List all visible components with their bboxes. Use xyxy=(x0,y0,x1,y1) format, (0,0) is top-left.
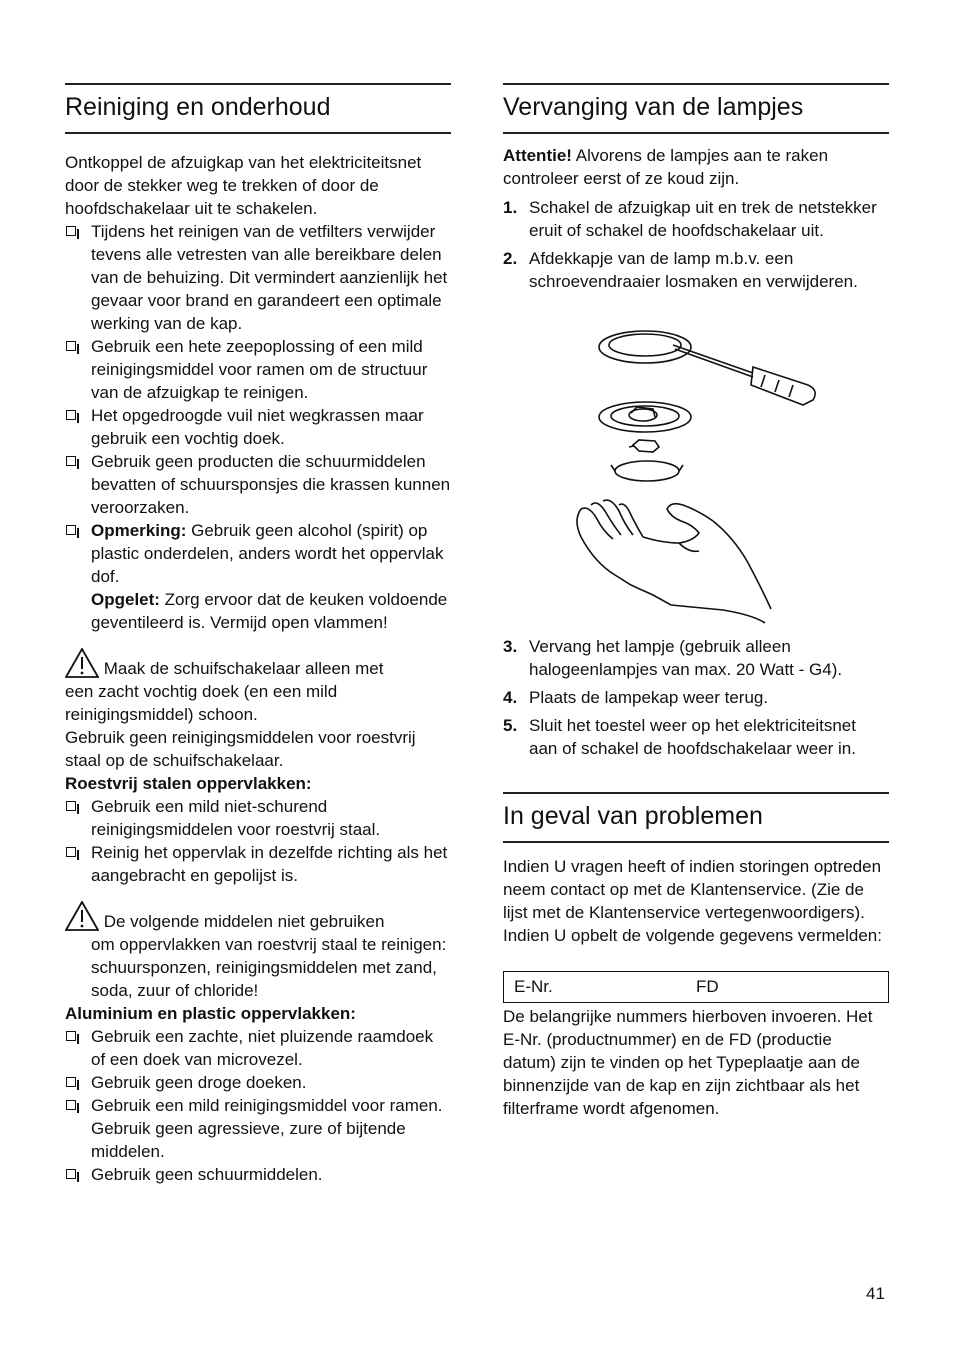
stainless-bullets xyxy=(65,795,451,887)
lamp-steps-1 xyxy=(503,196,889,293)
checkbox-bullet-icon xyxy=(66,410,76,420)
list-item: 5. Sluit het toestel weer op het elektriciteitsnet aan of schakel de hoofdschakelaar weer in. xyxy=(503,716,856,758)
aluminium-heading: Aluminium en plastic oppervlakken: xyxy=(65,1004,356,1023)
section-title-cleaning: Reiniging en onderhoud xyxy=(65,83,451,134)
cleaning-body xyxy=(65,151,451,1186)
caution-label: Opgelet: xyxy=(91,590,160,609)
problems-body xyxy=(503,855,889,1120)
lamps-body xyxy=(503,144,889,760)
checkbox-bullet-icon xyxy=(66,226,76,236)
warning-triangle-icon xyxy=(65,901,99,931)
cleaning-bullets xyxy=(65,220,451,634)
checkbox-bullet-icon xyxy=(66,801,76,811)
aluminium-bullets xyxy=(65,1025,451,1186)
list-item: Gebruik geen droge doeken. xyxy=(65,1071,451,1094)
checkbox-bullet-icon xyxy=(66,1100,76,1110)
list-item: Gebruik een mild reinigingsmiddel voor ramen. Gebruik geen agressieve, zure of bijtende middelen. xyxy=(65,1094,451,1163)
enr-fd-box xyxy=(503,971,889,1003)
list-item: Opmerking: Gebruik geen alcohol (spirit) op plastic onderdelen, anders wordt het oppervlak dof. Opgelet: Zorg ervoor dat de keuken voldoende geventileerd is. Vermijd open vlammen! xyxy=(65,519,451,634)
list-item: Gebruik een zachte, niet pluizende raamdoek of een doek van microvezel. xyxy=(65,1025,451,1071)
left-column xyxy=(65,83,451,1186)
section-title-lamps: Vervanging van de lampjes xyxy=(503,83,889,134)
list-item: Tijdens het reinigen van de vetfilters verwijder tevens alle vetresten van alle bereikbare delen van de behuizing. Dit vermindert aanzienlijk het gevaar voor brand en garandeert een optimale werking van de kap. xyxy=(65,220,451,335)
problems-text: Indien U vragen heeft of indien storingen optreden neem contact op met de Klantenservice. (Zie de lijst met de Klantenservice vertegenwoordigers). Indien U opbelt de volgende gegevens vermelden: xyxy=(503,857,882,945)
list-item: Gebruik geen producten die schuurmiddelen bevatten of schuursponsjes die krassen kunnen veroorzaken. xyxy=(65,450,451,519)
page-number: 41 xyxy=(866,1284,885,1303)
lamp-steps-2 xyxy=(503,635,889,760)
warning-stainless: De volgende middelen niet gebruiken om oppervlakken van roestvrij staal te reinigen: schuursponzen, reinigingsmiddelen met zand, soda, zuur of chloride! xyxy=(65,901,451,1002)
checkbox-bullet-icon xyxy=(66,525,76,535)
right-column xyxy=(503,83,889,1120)
enr-label: E-Nr. xyxy=(514,977,553,996)
attention-text: Attentie! Alvorens de lampjes aan te raken controleer eerst of ze koud zijn. xyxy=(503,146,829,188)
list-item: 3. Vervang het lampje (gebruik alleen halogeenlampjes van max. 20 Watt - G4). xyxy=(503,637,843,679)
list-item: Gebruik een mild niet-schurend reinigingsmiddelen voor roestvrij staal. xyxy=(65,795,451,841)
list-item: Gebruik geen schuurmiddelen. xyxy=(65,1163,451,1186)
checkbox-bullet-icon xyxy=(66,847,76,857)
checkbox-bullet-icon xyxy=(66,341,76,351)
checkbox-bullet-icon xyxy=(66,1031,76,1041)
section-title-problems: In geval van problemen xyxy=(503,792,889,843)
lamp-replacement-illustration xyxy=(503,305,889,625)
list-item: Het opgedroogde vuil niet wegkrassen maar gebruik een vochtig doek. xyxy=(65,404,451,450)
list-item: 1. Schakel de afzuigkap uit en trek de netstekker eruit of schakel de hoofdschakelaar uit. xyxy=(503,198,877,240)
checkbox-bullet-icon xyxy=(66,1169,76,1179)
checkbox-bullet-icon xyxy=(66,1077,76,1087)
warning-triangle-icon xyxy=(65,648,99,678)
remark-label: Opmerking: xyxy=(91,521,187,540)
fd-label: FD xyxy=(696,977,719,996)
cleaning-intro: Ontkoppel de afzuigkap van het elektriciteitsnet door de stekker weg te trekken of door de hoofdschakelaar uit te schakelen. xyxy=(65,153,422,218)
stainless-heading: Roestvrij stalen oppervlakken: xyxy=(65,774,312,793)
list-item: 2. Afdekkapje van de lamp m.b.v. een schroevendraaier losmaken en verwijderen. xyxy=(503,249,858,291)
list-item: 4. Plaats de lampekap weer terug. xyxy=(503,688,769,707)
list-item: Reinig het oppervlak in dezelfde richting als het aangebracht en gepolijst is. xyxy=(65,841,451,887)
warning-slider: Maak de schuifschakelaar alleen met een zacht vochtig doek (en een mild reinigingsmiddel) schoon. Gebruik geen reinigingsmiddelen voor roestvrij staal op de schuifschakelaar. xyxy=(65,648,451,772)
list-item: Gebruik een hete zeepoplossing of een mild reinigingsmiddel voor ramen om de structuur van de afzuigkap te reinigen. xyxy=(65,335,451,404)
checkbox-bullet-icon xyxy=(66,456,76,466)
after-box-text: De belangrijke nummers hierboven invoeren. Het E-Nr. (productnummer) en de FD (productie datum) zijn te vinden op het Typeplaatje aan de binnenzijde van de kap en zijn zichtbaar als het filterframe wordt afgenomen. xyxy=(503,1007,873,1118)
